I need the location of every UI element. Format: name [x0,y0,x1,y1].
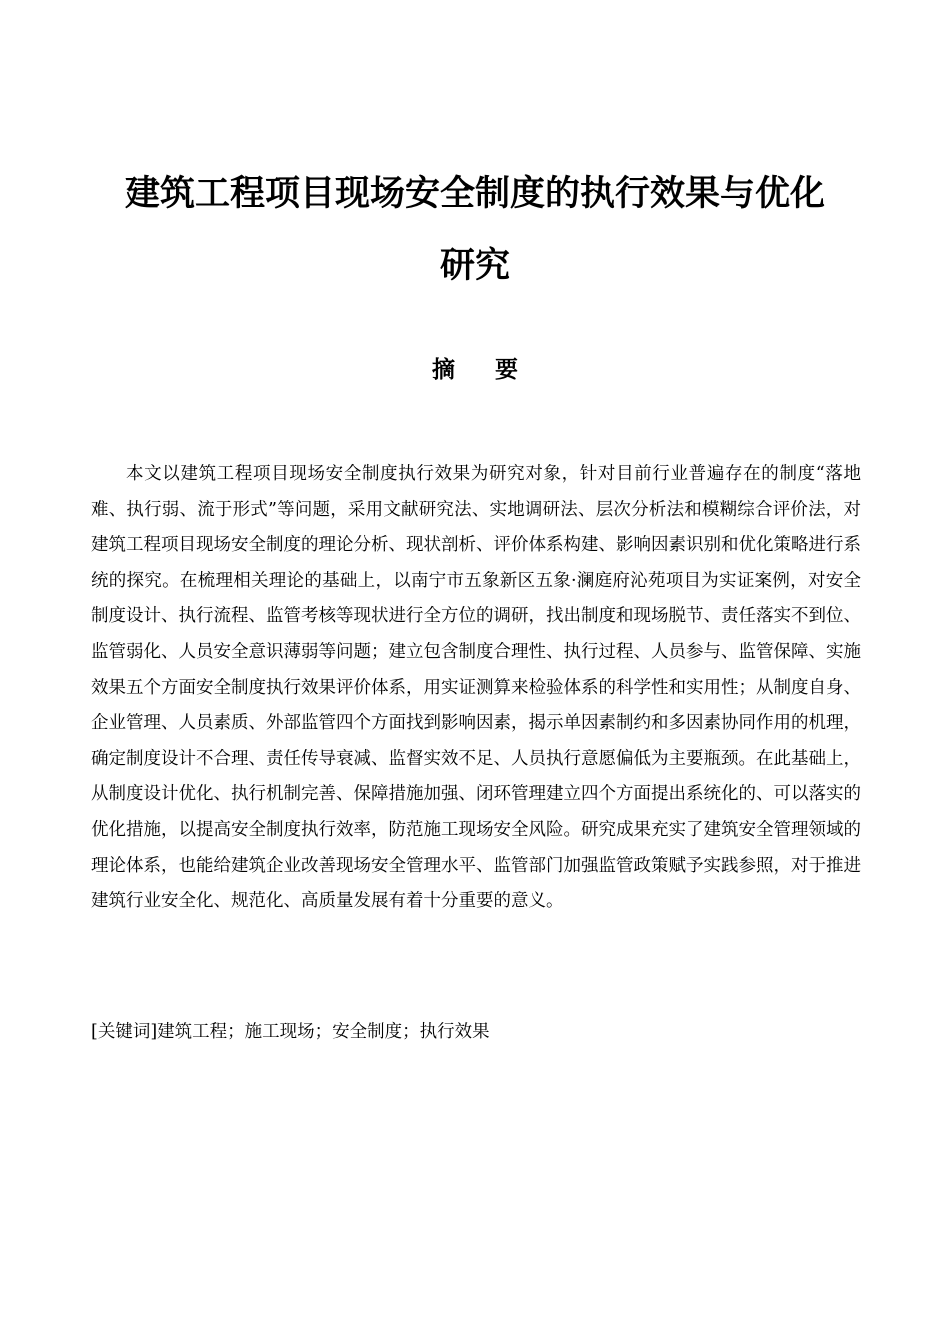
paper-title-line-2: 研究 [439,246,510,286]
abstract-heading: 摘要 [432,357,558,383]
paper-title-line-1: 建筑工程项目现场安全制度的执行效果与优化 [124,174,825,214]
paper-title [90,158,860,302]
abstract-body: 本文以建筑工程项目现场安全制度执行效果为研究对象，针对目前行业普遍存在的制度“落地难、执行弱、流于形式”等问题，采用文献研究法、实地调研法、层次分析法和模糊综合评价法，对建筑工程项目现场安全制度的理论分析、现状剖析、评价体系构建、影响因素识别和优化策略进行系统的探究。在梳理相关理论的基础上，以南宁市五象新区五象·澜庭府沁苑项目为实证案例，对安全制度设计、执行流程、监管考核等现状进行全方位的调研，找出制度和现场脱节、责任落实不到位、监管弱化、人员安全意识薄弱等问题；建立包含制度合理性、执行过程、人员参与、监管保障、实施效果五个方面安全制度执行效果评价体系，用实证测算来检验体系的科学性和实用性；从制度自身、企业管理、人员素质、外部监管四个方面找到影响因素，揭示单因素制约和多因素协同作用的机理，确定制度设计不合理、责任传导衰减、监督实效不足、人员执行意愿偏低为主要瓶颈。在此基础上，从制度设计优化、执行机制完善、保障措施加强、闭环管理建立四个方面提出系统化的、可以落实的优化措施，以提高安全制度执行效率，防范施工现场安全风险。研究成果充实了建筑安全管理领域的理论体系，也能给建筑企业改善现场安全管理水平、监管部门加强监管政策赋予实践参照，对于推进建筑行业安全化、规范化、高质量发展有着十分重要的意义。 [91,464,861,912]
keywords-line: [关键词]建筑工程；施工现场；安全制度；执行效果 [91,1022,490,1042]
